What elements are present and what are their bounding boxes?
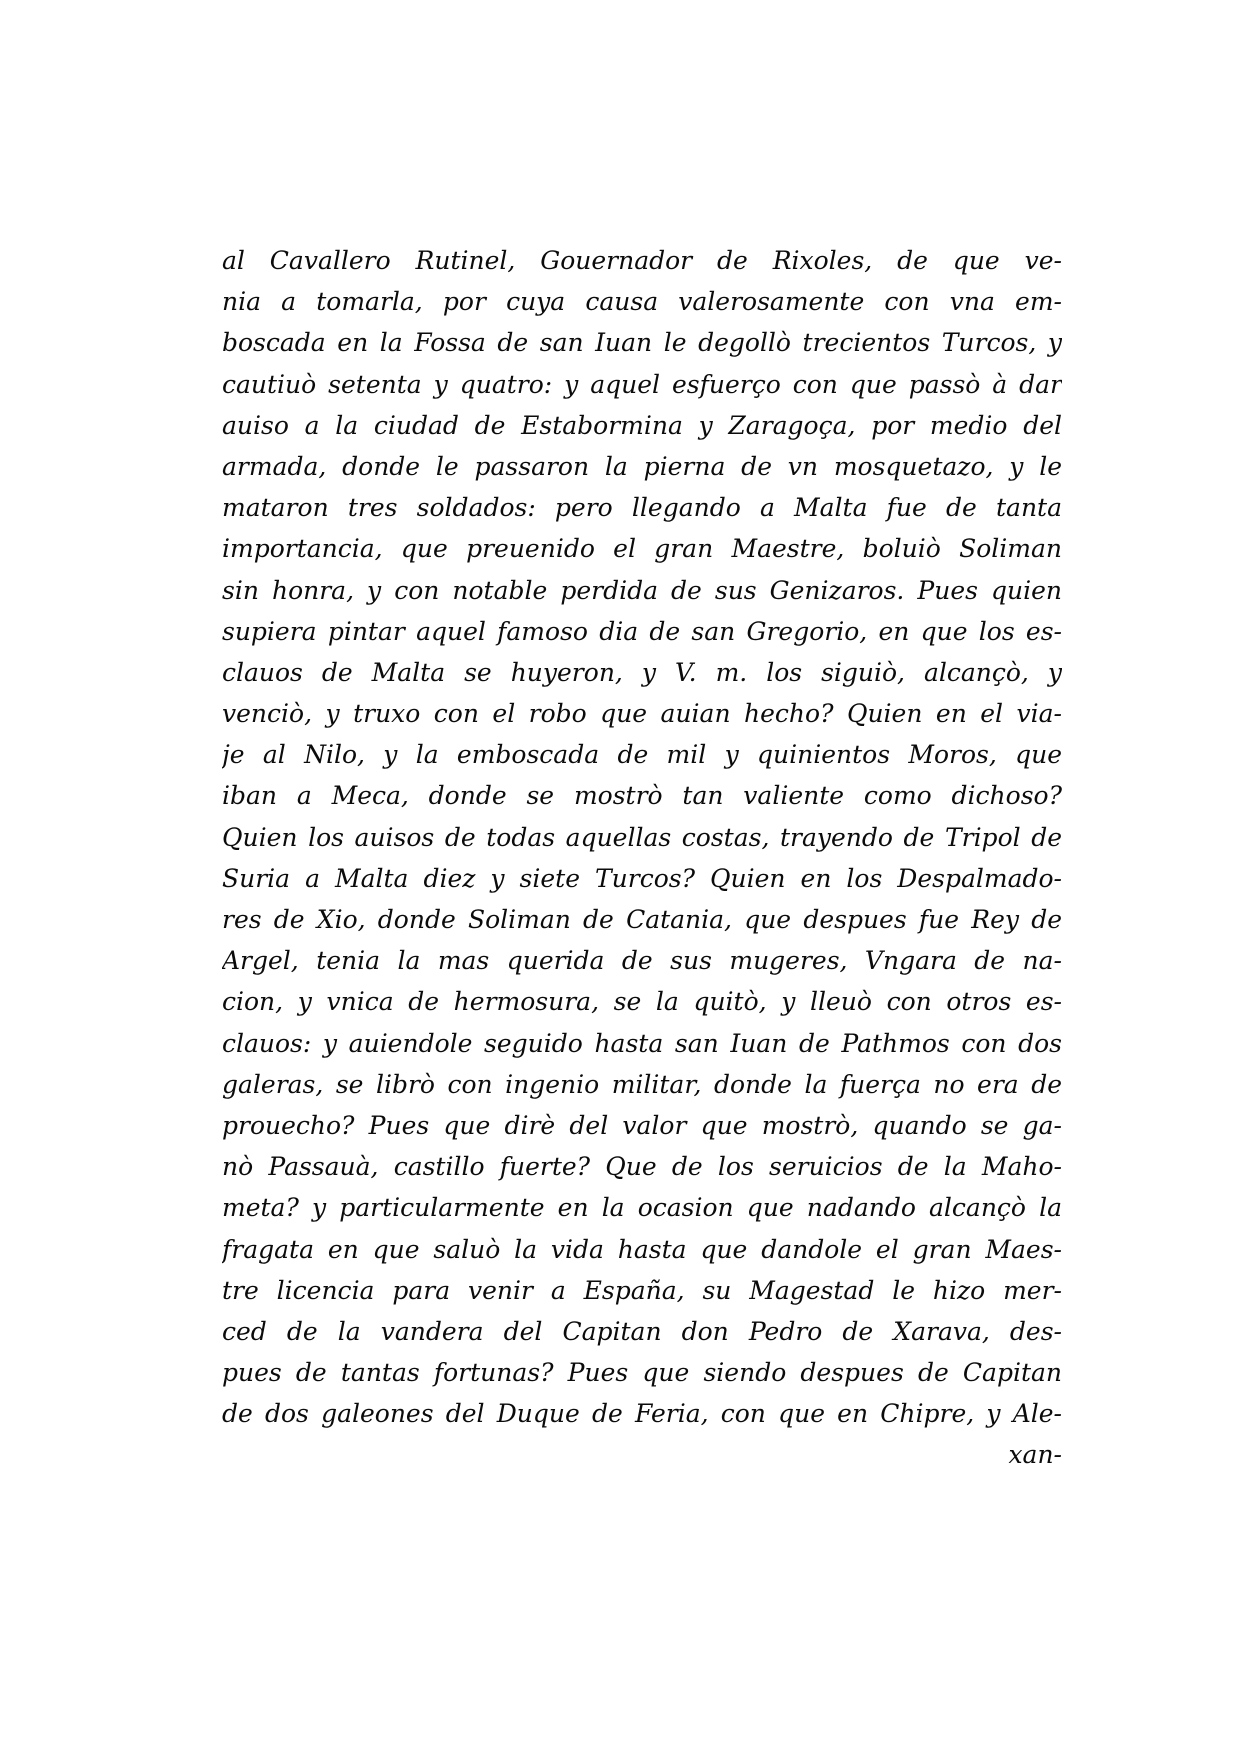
text-line: auiso a la ciudad de Estabormina y Zaragoça, por medio del xyxy=(222,410,1062,440)
text-line: importancia, que preuenido el gran Maestre, boluiò Soliman xyxy=(222,534,1062,564)
text-line: prouecho? Pues que dirè del valor que mostrò, quando se ga- xyxy=(222,1110,1062,1140)
text-line: meta? y particularmente en la ocasion que nadando alcançò la xyxy=(222,1193,1062,1223)
text-line: boscada en la Fossa de san Iuan le degollò trecientos Turcos, y xyxy=(222,328,1062,358)
body-text xyxy=(222,240,1062,1476)
text-line: tre licencia para venir a España, su Magestad le hizo mer- xyxy=(222,1275,1062,1305)
text-line: pues de tantas fortunas? Pues que siendo despues de Capitan xyxy=(222,1358,1062,1388)
text-line: clauos: y auiendole seguido hasta san Iuan de Pathmos con dos xyxy=(222,1028,1062,1058)
text-line: mataron tres soldados: pero llegando a Malta fue de tanta xyxy=(222,493,1062,523)
text-line: iban a Meca, donde se mostrò tan valiente como dichoso? xyxy=(222,781,1062,811)
text-line: cautiuò setenta y quatro: y aquel esfuerço con que passò à dar xyxy=(222,369,1062,399)
catchword: xan- xyxy=(1008,1440,1062,1470)
text-line: nia a tomarla, por cuya causa valerosamente con vna em- xyxy=(222,287,1062,317)
text-line: clauos de Malta se huyeron, y V. m. los siguiò, alcançò, y xyxy=(222,657,1062,687)
text-line: ced de la vandera del Capitan don Pedro de Xarava, des- xyxy=(222,1316,1062,1346)
text-line: galeras, se librò con ingenio militar, donde la fuerça no era de xyxy=(222,1069,1062,1099)
text-line: Quien los auisos de todas aquellas costas, trayendo de Tripol de xyxy=(222,822,1062,852)
text-line: de dos galeones del Duque de Feria, con que en Chipre, y Ale- xyxy=(222,1399,1062,1429)
text-line: Argel, tenia la mas querida de sus mugeres, Vngara de na- xyxy=(222,946,1062,976)
text-line: nò Passauà, castillo fuerte? Que de los seruicios de la Maho- xyxy=(222,1152,1062,1182)
text-line: al Cavallero Rutinel, Gouernador de Rixoles, de que ve- xyxy=(222,246,1062,275)
text-line: cion, y vnica de hermosura, se la quitò, y lleuò con otros es- xyxy=(222,987,1062,1017)
text-line: venciò, y truxo con el robo que auian hecho? Quien en el via- xyxy=(222,699,1062,729)
text-line: sin honra, y con notable perdida de sus Genizaros. Pues quien xyxy=(222,575,1062,605)
text-line: supiera pintar aquel famoso dia de san Gregorio, en que los es- xyxy=(222,616,1062,646)
text-line: je al Nilo, y la emboscada de mil y quinientos Moros, que xyxy=(222,740,1062,770)
text-line: armada, donde le passaron la pierna de vn mosquetazo, y le xyxy=(222,451,1062,481)
text-line: res de Xio, donde Soliman de Catania, que despues fue Rey de xyxy=(222,905,1062,934)
text-line: Suria a Malta diez y siete Turcos? Quien en los Despalmado- xyxy=(222,863,1062,893)
text-line: fragata en que saluò la vida hasta que dandole el gran Maes- xyxy=(222,1234,1062,1264)
